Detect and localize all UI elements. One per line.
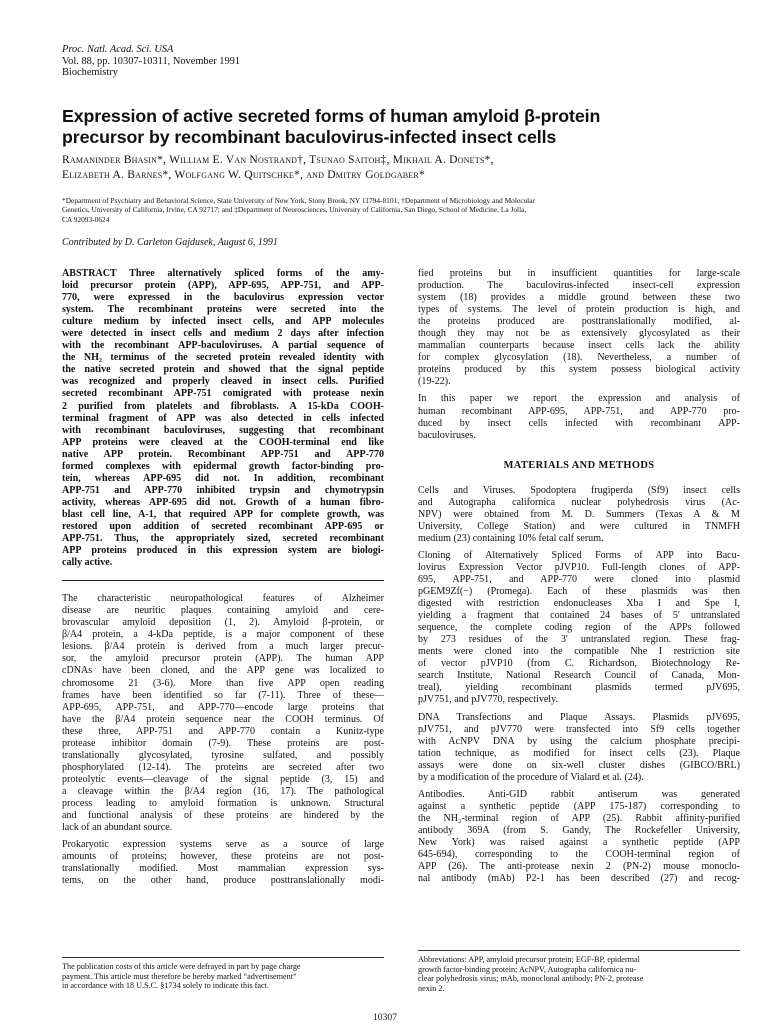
text-line: translationally glycosylated, tyrosine sulfated, and possibly xyxy=(62,749,384,761)
text-line: Antibodies. Anti-GID rabbit antiserum was generated xyxy=(418,788,740,800)
text-line: APP proteins were cleaved at the COOH-terminal end like xyxy=(62,436,384,448)
text-line: and functional analysis of these proteins are hindered by the xyxy=(62,810,384,822)
left-column xyxy=(62,268,384,892)
author-list xyxy=(62,152,752,182)
publication-footnote xyxy=(62,962,384,991)
text-line: chromosome 21 (3-6). More than five APP open reading xyxy=(62,677,384,689)
text-line: assays were done on six-well cluster dishes (GIBCO/BRL) xyxy=(418,759,740,771)
text-line: process leading to amyloid formation is unknown. Structural xyxy=(62,797,384,809)
text-line: protease inhibitor domain (7-9). These proteins are post- xyxy=(62,737,384,749)
text-line: frames have been identified so far (7-11). Three of these— xyxy=(62,689,384,701)
text-line: with the recombinant APP-baculoviruses. A partial sequence of xyxy=(62,340,384,352)
text-line: (19-22). xyxy=(418,376,451,388)
text-line: clear polyhedrosis virus; mAb, monoclonal antibody; PN-2, protease xyxy=(418,974,644,984)
text-line: 695, APP-751, and APP-770 were cloned into plasmid xyxy=(418,573,740,585)
text-line: proteolytic events—cleavage of the signal peptide (3, 15) and xyxy=(62,773,384,785)
journal-volume: Vol. 88, pp. 10307-10311, November 1991 xyxy=(62,55,241,67)
text-line: with AcNPV DNA by using the calcium phosphate precipi- xyxy=(418,735,740,747)
text-line: University, College Station) and were cultured in TNMFH xyxy=(418,520,740,532)
text-line: Abbreviations: APP, amyloid precursor protein; EGF-BP, epidermal xyxy=(418,955,640,964)
text-line: yielding a fragment that contained 24 bases of 5′ untranslated xyxy=(418,610,740,622)
title-line: precursor by recombinant baculovirus-infected insect cells xyxy=(62,126,557,147)
abbreviations-footnote xyxy=(418,955,740,993)
text-line: restored upon addition of secreted recombinant APP-695 or xyxy=(62,520,384,532)
text-line: against a synthetic peptide (APP 175-187) corresponding to xyxy=(418,800,740,812)
text-line: culture medium by infected insect cells, and APP molecules xyxy=(62,316,384,328)
text-line: fied proteins but in insufficient quantities for large-scale xyxy=(418,268,740,279)
text-line: the native secreted protein and showed that the signal peptide xyxy=(62,364,384,376)
text-line: nexin 2. xyxy=(418,983,445,993)
text-line: lack of an abundant source. xyxy=(62,822,173,834)
text-line: formed complexes with epidermal growth factor-binding pro- xyxy=(62,460,384,472)
text-line: secreted recombinant APP-751 comigrated with protease nexin xyxy=(62,388,384,400)
journal-header xyxy=(62,44,240,79)
journal-section: Biochemistry xyxy=(62,67,118,78)
text-line: growth factor-binding protein; AcNPV, Autographa californica nu- xyxy=(418,964,637,974)
section-heading: MATERIALS AND METHODS xyxy=(503,459,655,471)
text-line: duced by insect cells infected with recombinant APP- xyxy=(418,417,740,429)
text-line: pJV751, and pJV770 were transfected into Sf9 cells together xyxy=(418,723,740,735)
text-line: types of systems. The level of protein production is high, and xyxy=(418,304,740,316)
text-line: amounts of proteins; however, these proteins are not post- xyxy=(62,851,384,863)
text-line: nal antibody (mAb) P2-1 has been described (27) and recog- xyxy=(418,873,740,885)
text-line: medium (23) containing 10% fetal calf serum. xyxy=(418,532,604,544)
text-line: blast cell line, A-1, that required APP for complete growth, was xyxy=(62,508,384,520)
text-line: 2 purified from platelets and fibroblasts. A 15-kDa COOH- xyxy=(62,400,384,412)
text-line: were detected in insect cells and medium 2 days after infection xyxy=(62,328,384,340)
affiliations xyxy=(62,196,752,224)
text-line: lesions. β/A4 protein is derived from a much larger precur- xyxy=(62,641,384,653)
text-line: In this paper we report the expression and analysis of xyxy=(418,393,740,405)
text-line: terminal fragment of APP was also detected in cells infected xyxy=(62,412,384,424)
text-line: antibody 369A (from S. Gandy, The Rockefeller University, xyxy=(418,824,740,836)
affiliation-line: *Department of Psychiatry and Behavioral Science, State University of New York, Stony Brook, NY 11794-8101; †Department of Microbiology and Molecular xyxy=(62,196,535,205)
text-line: treal), yielding recombinant plasmids termed pJV695, xyxy=(418,682,740,694)
abstract-divider xyxy=(62,580,384,581)
text-line: human recombinant APP-695, APP-751, and APP-770 pro- xyxy=(418,405,740,417)
text-line: cDNAs have been cloned, and the APP gene was localized to xyxy=(62,665,384,677)
text-line: mammalian counterparts because insect cells lack the ability xyxy=(418,340,740,352)
text-line: translationally modified. Most mammalian expression sys- xyxy=(62,863,384,875)
methods-paragraph xyxy=(418,712,740,784)
text-line: NPV) were obtained from M. D. Summers (Texas A & M xyxy=(418,508,740,520)
text-line: though they may not be as extensively glycosylated as their xyxy=(418,328,740,340)
article-title xyxy=(62,106,742,147)
text-line: the NH₂-terminal region of APP (25). Rabbit affinity-purified xyxy=(418,812,740,824)
methods-paragraph xyxy=(418,485,740,545)
text-line: the NH₂ terminus of the secreted protein revealed identity with xyxy=(62,352,384,364)
text-line: by 273 residues of the 3′ untranslated region. These frag- xyxy=(418,634,740,646)
text-line: loid precursor protein (APP), APP-695, APP-751, and APP- xyxy=(62,280,384,292)
text-line: New York) was raised against a synthetic peptide (APP xyxy=(418,836,740,848)
page-number: 10307 xyxy=(373,1012,397,1023)
abstract xyxy=(62,268,384,569)
text-line: system. The recombinant proteins were secreted into the xyxy=(62,304,384,316)
text-line: β/A4 protein, a 4-kDa peptide, is a major component of these xyxy=(62,629,384,641)
intro-paragraph xyxy=(418,393,740,441)
text-line: phosphorylated (12-14). The proteins are secreted after two xyxy=(62,761,384,773)
text-line: DNA Transfections and Plaque Assays. Plasmids pJV695, xyxy=(418,711,740,723)
text-line: sequence, the complete coding region of the APPs followed xyxy=(418,622,740,634)
text-line: system (18) provides a middle ground between these two xyxy=(418,292,740,304)
text-line: activity, whereas APP-695 did not. Growth of a human fibro- xyxy=(62,496,384,508)
text-line: Cloning of Alternatively Spliced Forms of APP into Bacu- xyxy=(418,549,740,561)
text-line: The characteristic neuropathological features of Alzheimer xyxy=(62,593,384,605)
affiliation-line: CA 92093-0624 xyxy=(62,214,110,224)
text-line: in accordance with 18 U.S.C. §1734 solely to indicate this fact. xyxy=(62,981,269,991)
text-line: sor, the amyloid precursor protein (APP). The human APP xyxy=(62,653,384,665)
text-line: APP-751. Thus, the appropriately sized, secreted recombinant xyxy=(62,533,384,545)
text-line: APP (26). The anti-protease nexin 2 (PN-2) mouse monoclo- xyxy=(418,861,740,873)
title-line: Expression of active secreted forms of human amyloid β-protein xyxy=(62,106,601,126)
author-line: Ramaninder Bhasin*, William E. Van Nostrand†, Tsunao Saitoh‡, Mikhail A. Donets*, xyxy=(62,153,494,166)
intro-paragraph xyxy=(62,593,384,834)
journal-name: Proc. Natl. Acad. Sci. USA xyxy=(62,44,174,55)
text-line: brovascular amyloid deposition (1, 2). Amyloid β-protein, or xyxy=(62,617,384,629)
text-line: tation technique, as modified for insect cells (23). Plaque xyxy=(418,747,740,759)
text-line: these three, APP-751 and APP-770 contain a Kunitz-type xyxy=(62,725,384,737)
abbreviations-divider xyxy=(418,950,740,951)
text-line: was recognized and properly cleaved in insect cells. Purified xyxy=(62,376,384,388)
text-line: APP proteins produced in this expression system are biologi- xyxy=(62,545,384,557)
contributed-by: Contributed by D. Carleton Gajdusek, August 6, 1991 xyxy=(62,237,278,248)
intro-paragraph xyxy=(62,839,384,887)
text-line: tein, whereas APP-695 did not. In addition, recombinant xyxy=(62,472,384,484)
text-line: ments were cloned into the compatible Nhe I restriction site xyxy=(418,646,740,658)
text-line: ABSTRACT Three alternatively spliced forms of the amy- xyxy=(62,268,384,279)
text-line: by a modification of the procedure of Vialard et al. (24). xyxy=(418,771,644,783)
text-line: pGEM9Zf(−) (Promega). Each of these plasmids was then xyxy=(418,586,740,598)
text-line: for complex glycosylation (18). Nevertheless, a number of xyxy=(418,352,740,364)
text-line: with recombinant baculoviruses, suggesting that recombinant xyxy=(62,424,384,436)
footnote-divider xyxy=(62,957,384,958)
right-column xyxy=(418,268,740,890)
text-line: digested with restriction endonucleases Xba I and Spe I, xyxy=(418,598,740,610)
text-line: disease are neuritic plaques containing amyloid and cere- xyxy=(62,605,384,617)
text-line: APP-751 and APP-770 inhibited trypsin and chymotrypsin xyxy=(62,484,384,496)
text-line: The publication costs of this article were defrayed in part by page charge xyxy=(62,962,301,971)
text-line: have the β/A4 protein sequence near the COOH terminus. Of xyxy=(62,713,384,725)
text-line: payment. This article must therefore be hereby marked “advertisement” xyxy=(62,971,297,981)
text-line: Cells and Viruses. Spodoptera frugiperda (Sf9) insect cells xyxy=(418,484,740,496)
intro-paragraph xyxy=(418,268,740,388)
text-line: lovirus Expression Vector pJVP10. Full-length clones of APP- xyxy=(418,561,740,573)
text-line: native APP protein. Recombinant APP-751 and APP-770 xyxy=(62,448,384,460)
text-line: a cleavage within the β/A4 region (16, 17). The pathological xyxy=(62,785,384,797)
methods-paragraph xyxy=(418,550,740,707)
methods-paragraph xyxy=(418,789,740,885)
text-line: search Institute, National Research Council of Canada, Mon- xyxy=(418,670,740,682)
text-line: Prokaryotic expression systems serve as a source of large xyxy=(62,839,384,851)
text-line: APP-695, APP-751, and APP-770—encode large proteins that xyxy=(62,701,384,713)
text-line: 770, were expressed in the baculovirus expression vector xyxy=(62,292,384,304)
text-line: proteins produced by this system possess biological activity xyxy=(418,364,740,376)
author-line: Elizabeth A. Barnes*, Wolfgang W. Quitschke*, and Dmitry Goldgaber* xyxy=(62,168,425,181)
text-line: the proteins produced are posttranslationally modified, al- xyxy=(418,316,740,328)
text-line: baculoviruses. xyxy=(418,429,476,441)
text-line: 645-694), corresponding to the COOH-terminal region of xyxy=(418,849,740,861)
text-line: cally active. xyxy=(62,557,113,569)
text-line: of vector pJVP10 (from C. Richardson, Biotechnology Re- xyxy=(418,658,740,670)
text-line: tems, on the other hand, produce posttranslationally modi- xyxy=(62,875,384,887)
text-line: and Autographa californica nuclear polyhedrosis virus (Ac- xyxy=(418,496,740,508)
text-line: pJV751, and pJV770, respectively. xyxy=(418,694,558,706)
text-line: production. The baculovirus-infected insect-cell expression xyxy=(418,280,740,292)
affiliation-line: Genetics, University of California, Irvine, CA 92717; and ‡Department of Neurosciences, University of California, San Diego, School of Medicine, La Jolla, xyxy=(62,205,527,215)
